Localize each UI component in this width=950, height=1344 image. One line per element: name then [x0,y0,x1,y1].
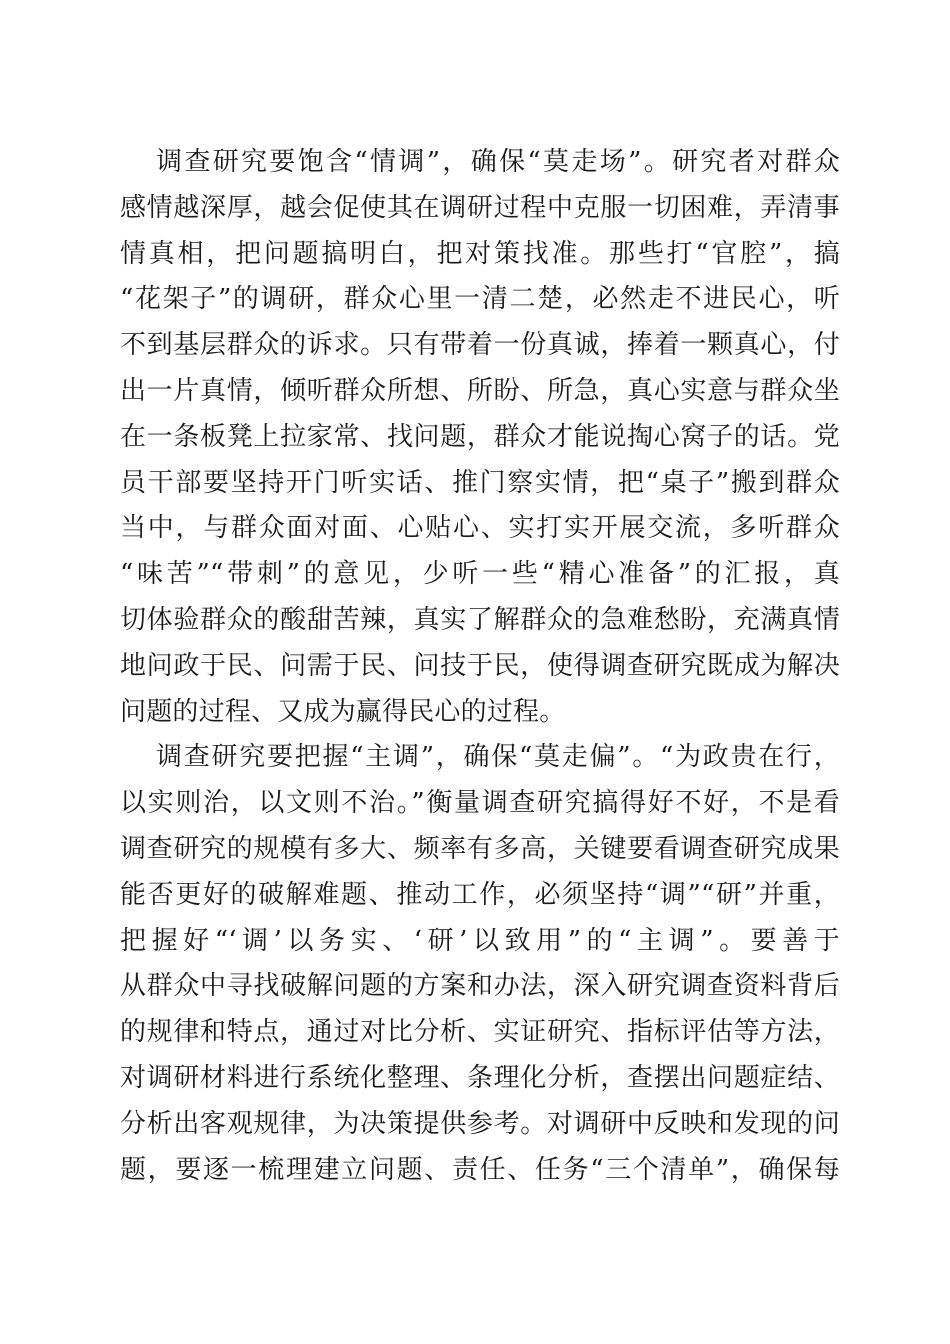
text-line: 分析出客观规律，为决策提供参考。对调研中反映和发现的问 [120,1108,840,1139]
text-line: 能否更好的破解难题、推动工作，必须坚持“调”“研”并重， [120,879,840,910]
text-line: 把握好“‘调’以务实、‘研’以致用”的“主调”。要善于 [120,925,840,956]
article-body [120,140,840,1193]
text-line: 地问政于民、问需于民、问技于民，使得调查研究既成为解决 [120,650,840,681]
text-line: 以实则治，以文则不治。”衡量调查研究搞得好不好，不是看 [120,788,840,819]
text-line: “味苦”“带刺”的意见，少听一些“精心准备”的汇报，真 [120,559,840,590]
text-line: “花架子”的调研，群众心里一清二楚，必然走不进民心，听 [120,284,840,315]
text-line: 的规律和特点，通过对比分析、实证研究、指标评估等方法， [120,1017,840,1048]
text-line: 题，要逐一梳理建立问题、责任、任务“三个清单”，确保每 [120,1154,840,1185]
text-line: 调查研究要把握“主调”，确保“莫走偏”。“为政贵在行， [156,742,840,773]
paragraph-1 [120,140,840,735]
text-line: 对调研材料进行系统化整理、条理化分析，查摆出问题症结、 [120,1062,840,1093]
text-line: 情真相，把问题搞明白，把对策找准。那些打“官腔”，搞 [120,238,840,269]
text-line: 问题的过程、又成为赢得民心的过程。 [120,696,566,727]
text-line: 不到基层群众的诉求。只有带着一份真诚，捧着一颗真心，付 [120,330,840,361]
paragraph-2 [120,735,840,1193]
text-line: 调查研究的规模有多大、频率有多高，关键要看调查研究成果 [120,833,840,864]
text-line: 在一条板凳上拉家常、找问题，群众才能说掏心窝子的话。党 [120,421,840,452]
text-line: 员干部要坚持开门听实话、推门察实情，把“桌子”搬到群众 [120,467,840,498]
text-line: 出一片真情，倾听群众所想、所盼、所急，真心实意与群众坐 [120,375,840,406]
text-line: 调查研究要饱含“情调”，确保“莫走场”。研究者对群众 [156,147,840,177]
text-line: 感情越深厚，越会促使其在调研过程中克服一切困难，弄清事 [120,192,840,223]
text-line: 切体验群众的酸甜苦辣，真实了解群众的急难愁盼，充满真情 [120,604,840,635]
text-line: 从群众中寻找破解问题的方案和办法，深入研究调查资料背后 [120,971,840,1002]
text-line: 当中，与群众面对面、心贴心、实打实开展交流，多听群众 [120,513,840,544]
